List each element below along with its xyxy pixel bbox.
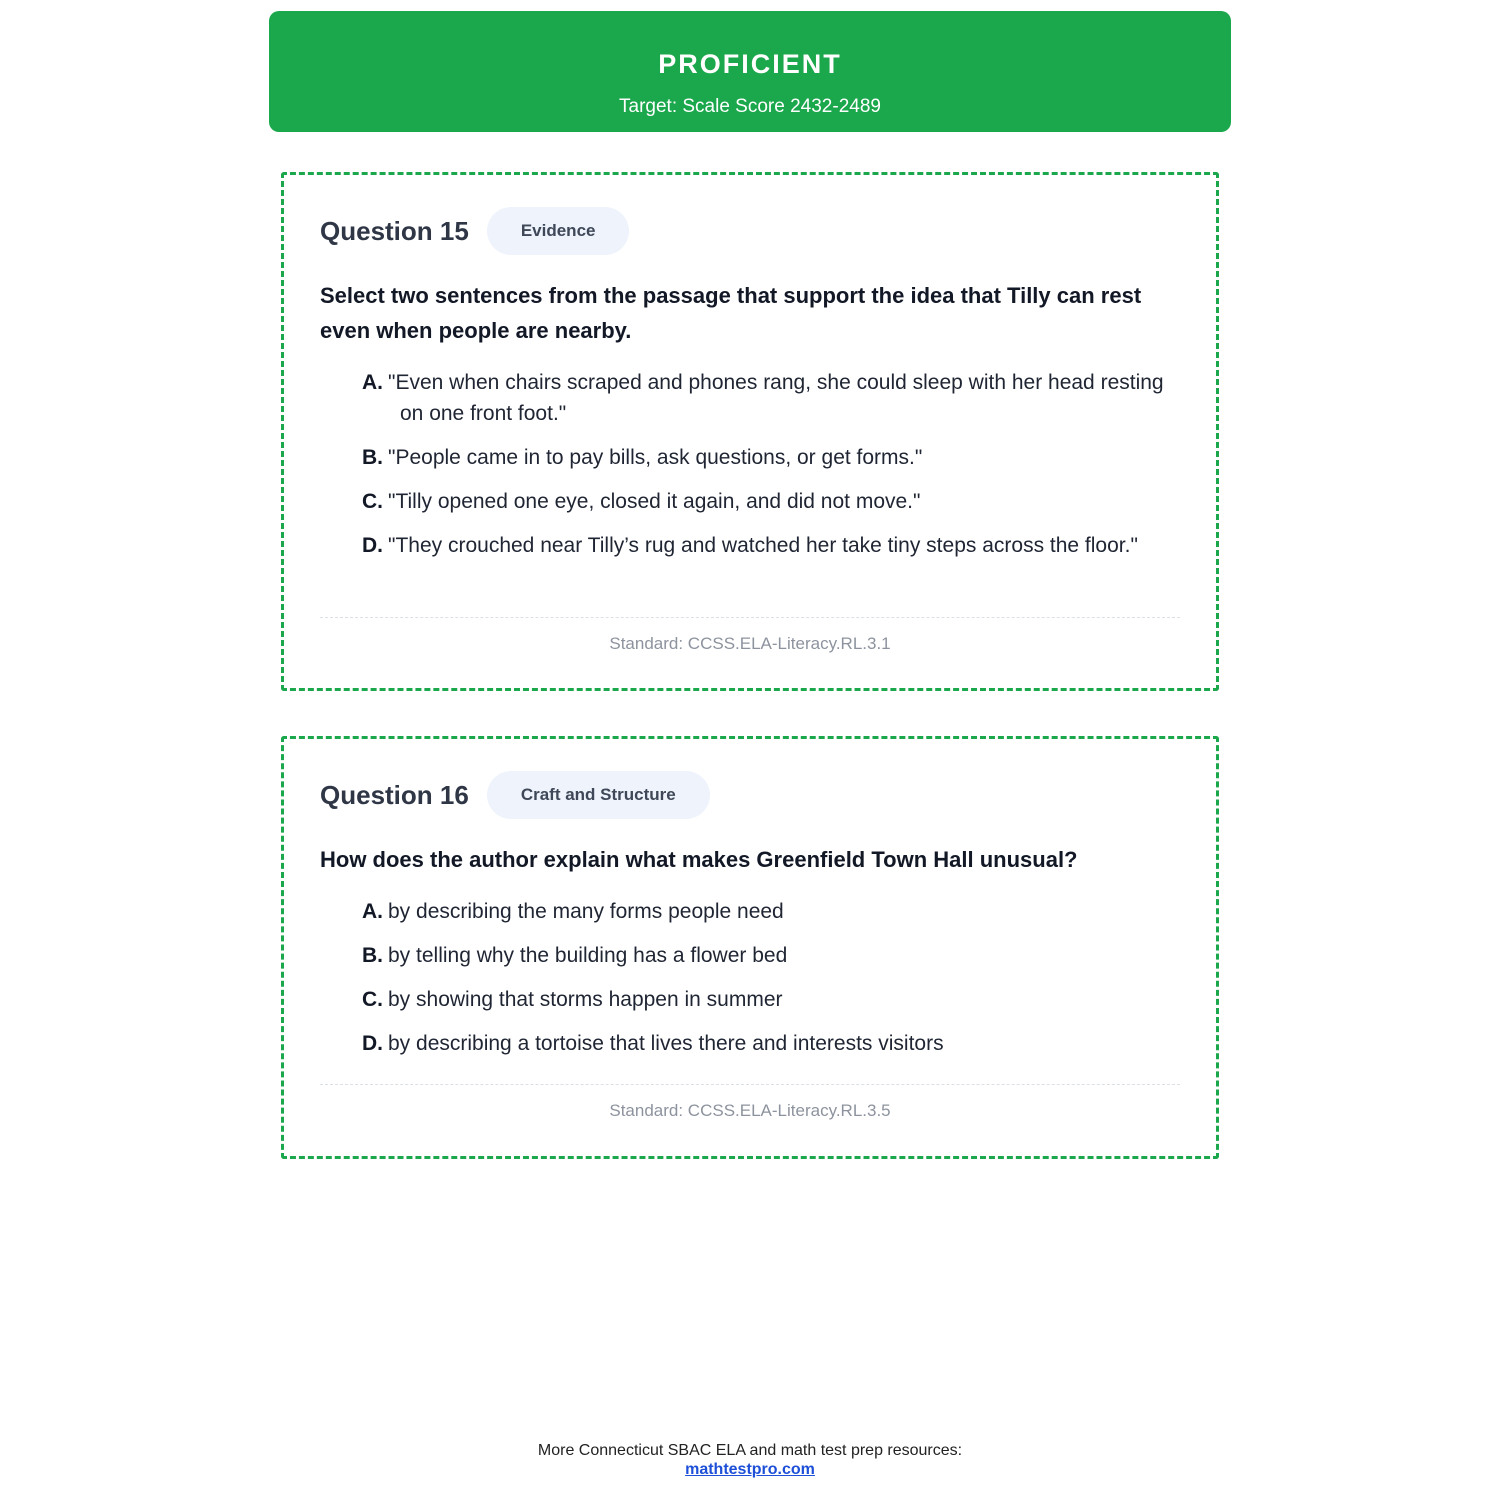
choice-text: by describing a tortoise that lives there and interests visitors [388, 1032, 944, 1055]
choice-letter: A. [362, 900, 383, 923]
choice-d[interactable] [362, 530, 1166, 561]
answer-choices [362, 367, 1166, 574]
question-card-16 [281, 736, 1219, 1159]
standard-label: Standard: CCSS.ELA-Literacy.RL.3.1 [609, 634, 891, 653]
choice-text: by describing the many forms people need [388, 900, 784, 923]
choice-letter: D. [362, 534, 383, 557]
divider [320, 1084, 1180, 1085]
standard-label: Standard: CCSS.ELA-Literacy.RL.3.5 [609, 1101, 891, 1120]
question-category-badge: Evidence [487, 207, 630, 255]
question-header [320, 207, 629, 255]
choice-text: "Tilly opened one eye, closed it again, and did not move." [388, 490, 921, 513]
level-title: PROFICIENT [658, 49, 842, 79]
question-prompt: Select two sentences from the passage that support the idea that Tilly can rest even when people are nearby. [320, 283, 1142, 343]
choice-b[interactable] [362, 442, 1166, 473]
choice-text: "People came in to pay bills, ask questions, or get forms." [388, 446, 923, 469]
choice-letter: A. [362, 371, 383, 394]
target-score: Target: Scale Score 2432-2489 [619, 96, 881, 117]
choice-a[interactable] [362, 896, 1166, 927]
footer-text: More Connecticut SBAC ELA and math test prep resources: [537, 1442, 963, 1459]
answer-choices [362, 896, 1166, 1072]
choice-letter: C. [362, 988, 383, 1011]
divider [320, 617, 1180, 618]
choice-letter: D. [362, 1032, 383, 1055]
question-card-15 [281, 172, 1219, 691]
level-banner [269, 11, 1231, 132]
choice-letter: B. [362, 446, 383, 469]
question-header [320, 771, 710, 819]
choice-letter: C. [362, 490, 383, 513]
choice-text: by showing that storms happen in summer [388, 988, 783, 1011]
question-number: Question 16 [320, 779, 469, 810]
choice-c[interactable] [362, 486, 1166, 517]
choice-text: "Even when chairs scraped and phones rang, she could sleep with her head resting on one front foot." [388, 371, 1164, 425]
question-prompt: How does the author explain what makes Greenfield Town Hall unusual? [320, 847, 1078, 872]
footer [0, 1441, 1500, 1479]
choice-d[interactable] [362, 1028, 1166, 1059]
question-category-badge: Craft and Structure [487, 771, 710, 819]
choice-b[interactable] [362, 940, 1166, 971]
choice-letter: B. [362, 944, 383, 967]
choice-a[interactable] [362, 367, 1166, 429]
choice-text: "They crouched near Tilly’s rug and watched her take tiny steps across the floor." [388, 534, 1138, 557]
resource-link[interactable]: mathtestpro.com [685, 1461, 815, 1478]
choice-text: by telling why the building has a flower bed [388, 944, 788, 967]
choice-c[interactable] [362, 984, 1166, 1015]
question-number: Question 15 [320, 215, 469, 246]
